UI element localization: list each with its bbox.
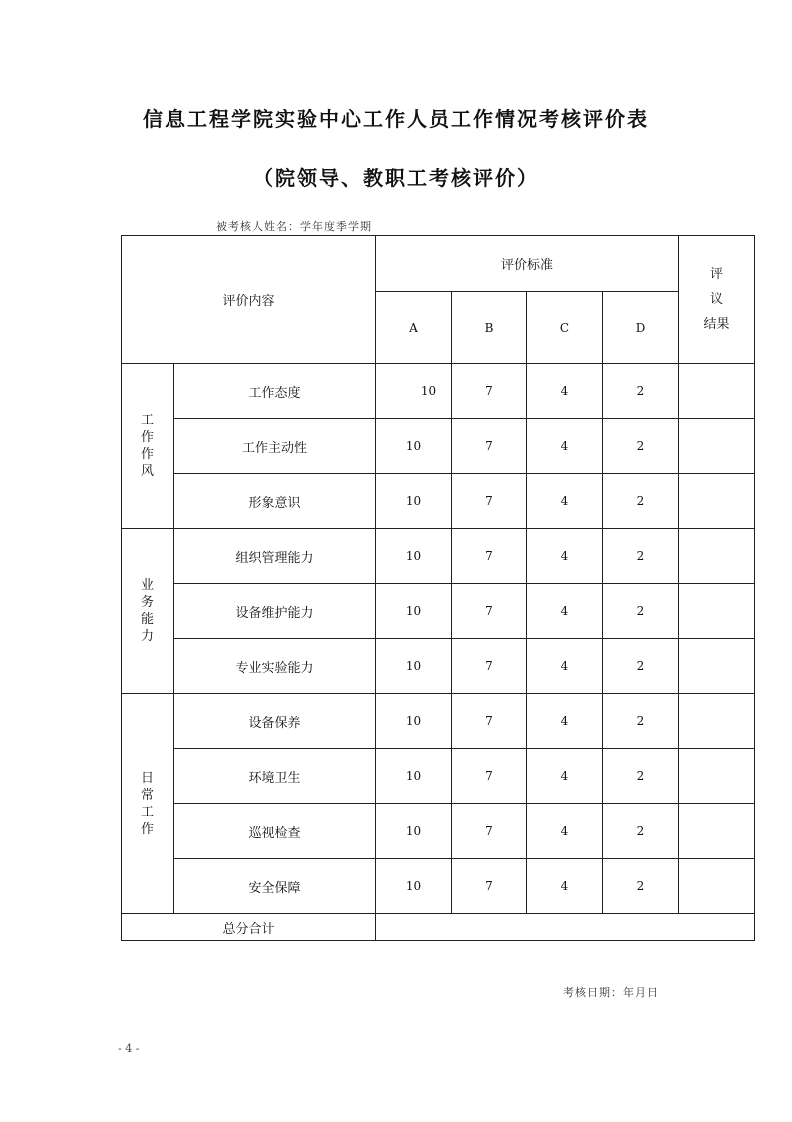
result-cell[interactable] [679, 749, 755, 804]
result-cell[interactable] [679, 474, 755, 529]
document-title: 信息工程学院实验中心工作人员工作情况考核评价表 [143, 107, 649, 131]
score-d: 2 [603, 529, 679, 584]
score-b: 7 [452, 419, 527, 474]
score-b: 7 [452, 584, 527, 639]
result-cell[interactable] [679, 639, 755, 694]
table-row [122, 584, 755, 639]
group-char: 能 [140, 612, 154, 627]
table-row [122, 804, 755, 859]
item-label: 专业实验能力 [174, 639, 376, 694]
item-label: 安全保障 [174, 859, 376, 914]
examinee-info-line: 被考核人姓名：学年度季学期 [216, 220, 372, 233]
score-c: 4 [527, 859, 603, 914]
item-label: 组织管理能力 [174, 529, 376, 584]
item-label: 设备维护能力 [174, 584, 376, 639]
group-char: 力 [140, 629, 154, 644]
group-label-professional-ability [122, 529, 174, 694]
score-d: 2 [603, 639, 679, 694]
total-value-cell[interactable] [376, 914, 755, 941]
score-a: 10 [376, 749, 452, 804]
score-c: 4 [527, 364, 603, 419]
score-a: 10 [376, 474, 452, 529]
group-char: 业 [140, 578, 154, 593]
result-cell[interactable] [679, 529, 755, 584]
score-c: 4 [527, 639, 603, 694]
score-d: 2 [603, 859, 679, 914]
score-d: 2 [603, 584, 679, 639]
result-header-char: 议 [709, 292, 723, 307]
score-b: 7 [452, 694, 527, 749]
grade-d-header: D [603, 292, 679, 364]
result-header-char: 结果 [703, 317, 730, 332]
score-d: 2 [603, 804, 679, 859]
score-a: 10 [376, 639, 452, 694]
score-d: 2 [603, 364, 679, 419]
table-row [122, 419, 755, 474]
item-label: 工作态度 [174, 364, 376, 419]
score-a: 10 [376, 584, 452, 639]
result-cell[interactable] [679, 859, 755, 914]
table-row [122, 474, 755, 529]
score-b: 7 [452, 529, 527, 584]
score-d: 2 [603, 419, 679, 474]
standard-header: 评价标准 [376, 236, 679, 292]
table-row [122, 529, 755, 584]
group-char: 日 [140, 770, 154, 786]
result-cell[interactable] [679, 584, 755, 639]
score-c: 4 [527, 419, 603, 474]
score-c: 4 [527, 529, 603, 584]
item-label: 环境卫生 [174, 749, 376, 804]
score-a: 10 [376, 859, 452, 914]
score-a: 10 [376, 419, 452, 474]
item-label: 巡视检查 [174, 804, 376, 859]
group-char: 风 [140, 464, 154, 479]
content-header: 评价内容 [122, 236, 376, 364]
score-a: 10 [376, 804, 452, 859]
item-label: 形象意识 [174, 474, 376, 529]
table-row [122, 859, 755, 914]
group-char: 常 [140, 787, 154, 803]
group-label-work-style [122, 364, 174, 529]
group-char: 作 [140, 821, 154, 837]
score-d: 2 [603, 694, 679, 749]
table-row [122, 749, 755, 804]
result-header [679, 236, 755, 364]
result-cell[interactable] [679, 419, 755, 474]
group-char: 工 [140, 413, 154, 428]
grade-a-header: A [376, 292, 452, 364]
score-a: 10 [376, 529, 452, 584]
group-label-daily-work [122, 694, 174, 914]
score-c: 4 [527, 584, 603, 639]
item-label: 工作主动性 [174, 419, 376, 474]
group-char: 作 [140, 430, 154, 445]
group-char: 工 [140, 804, 154, 820]
result-cell[interactable] [679, 364, 755, 419]
table-row [122, 694, 755, 749]
total-label: 总分合计 [122, 914, 376, 941]
score-b: 7 [452, 859, 527, 914]
score-b: 7 [452, 364, 527, 419]
page-number: - 4 - [118, 1042, 140, 1055]
score-a: 10 [376, 364, 452, 419]
score-c: 4 [527, 749, 603, 804]
result-cell[interactable] [679, 804, 755, 859]
item-label: 设备保养 [174, 694, 376, 749]
score-d: 2 [603, 474, 679, 529]
result-cell[interactable] [679, 694, 755, 749]
table-row [122, 639, 755, 694]
score-c: 4 [527, 804, 603, 859]
evaluation-table [121, 235, 755, 941]
score-b: 7 [452, 474, 527, 529]
grade-b-header: B [452, 292, 527, 364]
grade-c-header: C [527, 292, 603, 364]
score-b: 7 [452, 639, 527, 694]
result-header-char: 评 [709, 267, 723, 282]
score-a: 10 [376, 694, 452, 749]
group-char: 作 [140, 447, 154, 462]
assessment-date: 考核日期：年月日 [563, 986, 659, 999]
score-b: 7 [452, 804, 527, 859]
table-row [122, 364, 755, 419]
total-row [122, 914, 755, 941]
score-c: 4 [527, 694, 603, 749]
group-char: 务 [140, 595, 154, 610]
score-c: 4 [527, 474, 603, 529]
document-subtitle: （院领导、教职工考核评价） [253, 166, 539, 190]
score-d: 2 [603, 749, 679, 804]
score-b: 7 [452, 749, 527, 804]
